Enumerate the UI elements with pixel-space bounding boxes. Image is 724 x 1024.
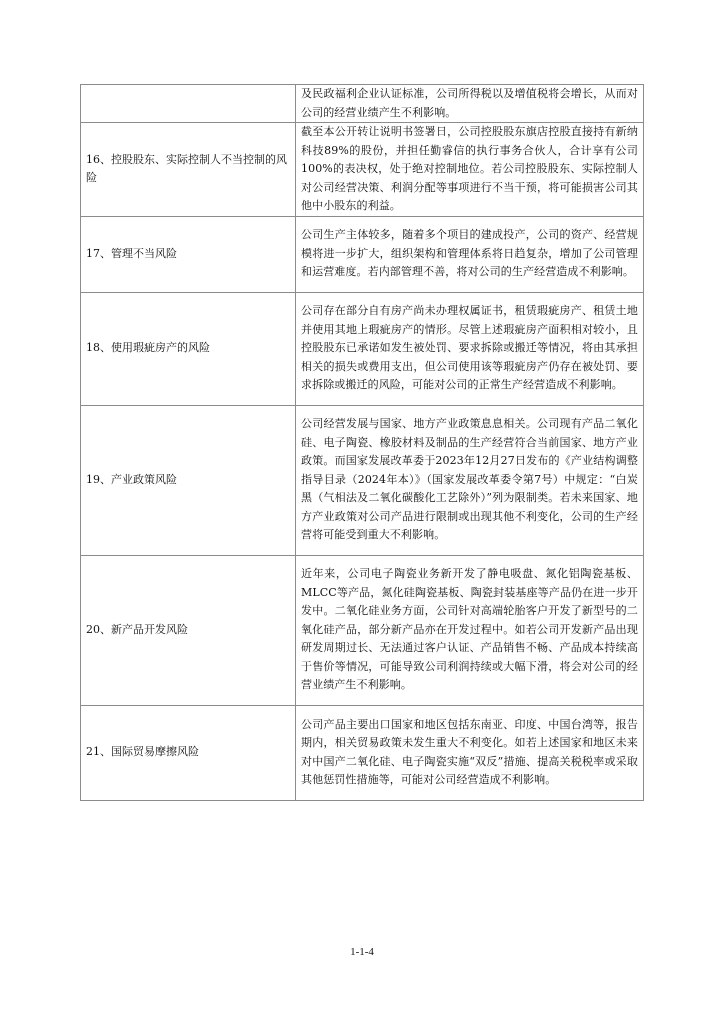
risk-name-cell: 16、控股股东、实际控制人不当控制的风险 <box>81 123 296 217</box>
table-row <box>81 705 644 800</box>
risk-description-cell: 公司存在部分自有房产尚未办理权属证书，租赁瑕疵房产、租赁土地并使用其地上瑕疵房产的情形。尽管上述瑕疵房产面积相对较小，且控股股东已承诺如发生被处罚、要求拆除或搬迁等情况，将由其承担相关的损失或费用支出，但公司使用该等瑕疵房产仍存在被处罚、要求拆除或搬迁的风险，可能对公司的正常生产经营造成不利影响。 <box>296 292 644 405</box>
risk-name-cell: 17、管理不当风险 <box>81 216 296 292</box>
risk-description-cell: 公司生产主体较多，随着多个项目的建成投产，公司的资产、经营规模将进一步扩大，组织架构和管理体系将日趋复杂，增加了公司管理和运营难度。若内部管理不善，将对公司的生产经营造成不利影响。 <box>296 216 644 292</box>
risk-description-cell: 公司经营发展与国家、地方产业政策息息相关。公司现有产品二氧化硅、电子陶瓷、橡胶材料及制品的生产经营符合当前国家、地方产业政策。而国家发展改革委于2023年12月27日发布的《产业结构调整指导目录（2024年本）》（国家发展改革委令第7号）中规定：“白炭黑（气相法及二氧化碳酸化工艺除外）”列为限制类。若未来国家、地方产业政策对公司产品进行限制或出现其他不利变化，公司的生产经营将可能受到重大不利影响。 <box>296 405 644 555</box>
risk-factor-table <box>80 84 644 801</box>
table-row <box>81 85 644 123</box>
table-row <box>81 555 644 705</box>
page-number: 1-1-4 <box>350 946 374 958</box>
risk-description-cell: 截至本公开转让说明书签署日，公司控股股东旗店控股直接持有新纳科技89%的股份，并担任勤睿信的执行事务合伙人，合计享有公司100%的表决权，处于绝对控制地位。若公司控股股东、实际控制人对公司经营决策、利润分配等事项进行不当干预，将可能损害公司其他中小股东的利益。 <box>296 123 644 217</box>
risk-description-cell: 近年来，公司电子陶瓷业务新开发了静电吸盘、氮化铝陶瓷基板、MLCC等产品，氮化硅陶瓷基板、陶瓷封装基座等产品仍在进一步开发中。二氧化硅业务方面，公司针对高端轮胎客户开发了新型号的二氧化硅产品，部分新产品亦在开发过程中。如若公司开发新产品出现研发周期过长、无法通过客户认证、产品销售不畅、产品成本持续高于售价等情况，可能导致公司利润持续或大幅下滑，将会对公司的经营业绩产生不利影响。 <box>296 555 644 705</box>
table-row <box>81 292 644 405</box>
table-row <box>81 216 644 292</box>
risk-description-cell: 公司产品主要出口国家和地区包括东南亚、印度、中国台湾等，报告期内，相关贸易政策未发生重大不利变化。如若上述国家和地区未来对中国产二氧化硅、电子陶瓷实施“双反”措施、提高关税税率或采取其他惩罚性措施等，可能对公司经营造成不利影响。 <box>296 705 644 800</box>
risk-name-cell: 19、产业政策风险 <box>81 405 296 555</box>
risk-name-cell <box>81 85 296 123</box>
risk-name-cell: 20、新产品开发风险 <box>81 555 296 705</box>
table-row <box>81 405 644 555</box>
risk-name-cell: 18、使用瑕疵房产的风险 <box>81 292 296 405</box>
risk-description-cell: 及民政福利企业认证标准，公司所得税以及增值税将会增长，从而对公司的经营业绩产生不利影响。 <box>296 85 644 123</box>
risk-name-cell: 21、国际贸易摩擦风险 <box>81 705 296 800</box>
table-row <box>81 123 644 217</box>
